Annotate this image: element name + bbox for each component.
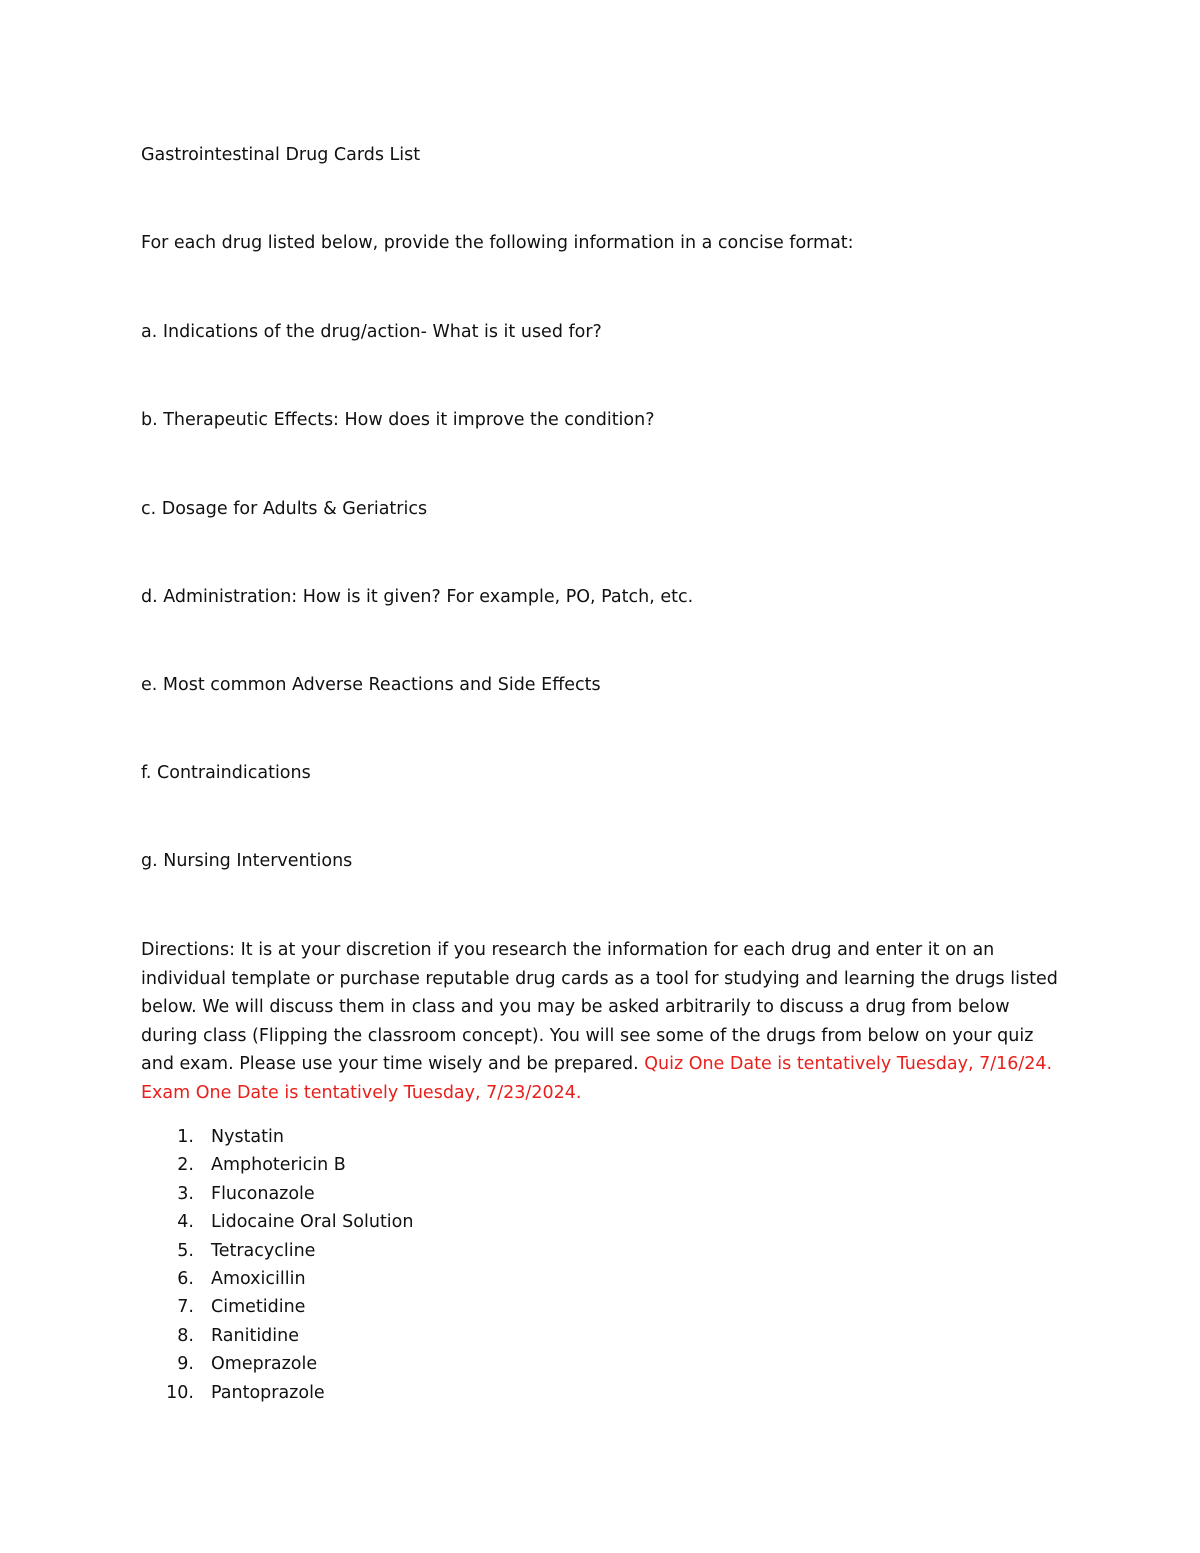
drug-name: Pantoprazole bbox=[211, 1382, 325, 1403]
directions-paragraph bbox=[141, 936, 1061, 1108]
info-item-b: b. Therapeutic Effects: How does it improve the condition? bbox=[141, 410, 655, 430]
list-item-number: 1. bbox=[177, 1127, 194, 1147]
drug-name: Ranitidine bbox=[211, 1325, 300, 1346]
list-item bbox=[141, 1180, 413, 1208]
drug-name: Amphotericin B bbox=[211, 1155, 346, 1176]
list-item bbox=[141, 1237, 413, 1265]
list-item-number: 9. bbox=[177, 1354, 194, 1375]
drug-name: Lidocaine Oral Solution bbox=[211, 1212, 414, 1233]
intro-text: For each drug listed below, provide the following information in a concise format: bbox=[141, 233, 854, 253]
drug-name: Tetracycline bbox=[211, 1240, 316, 1261]
drug-list bbox=[141, 1123, 413, 1407]
list-item-number: 4. bbox=[177, 1212, 194, 1233]
info-item-g: g. Nursing Interventions bbox=[141, 851, 353, 871]
info-item-c: c. Dosage for Adults & Geriatrics bbox=[141, 499, 428, 519]
drug-name: Omeprazole bbox=[211, 1354, 318, 1375]
list-item-number: 6. bbox=[177, 1268, 194, 1289]
info-item-e: e. Most common Adverse Reactions and Side Effects bbox=[141, 675, 601, 695]
list-item-number: 7. bbox=[177, 1297, 194, 1318]
directions-text: Directions: It is at your discretion if you research the information for each drug and enter it on an individual template or purchase reputable drug cards as a tool for studying and learning the drugs listed below. We will discuss them in class and you may be asked arbitrarily to discuss a drug from below during class (Flipping the classroom concept). You will see some of the drugs from below on your quiz and exam. Please use your time wisely and be prepared. bbox=[141, 940, 1058, 1075]
document-title: Gastrointestinal Drug Cards List bbox=[141, 145, 421, 165]
info-item-a: a. Indications of the drug/action- What is it used for? bbox=[141, 322, 602, 342]
list-item bbox=[141, 1322, 413, 1350]
drug-name: Amoxicillin bbox=[211, 1268, 306, 1289]
list-item-number: 10. bbox=[166, 1382, 194, 1403]
list-item bbox=[141, 1293, 413, 1321]
drug-name: Nystatin bbox=[211, 1127, 284, 1147]
drug-name: Fluconazole bbox=[211, 1183, 315, 1204]
list-item bbox=[141, 1123, 413, 1151]
list-item bbox=[141, 1350, 413, 1378]
list-item-number: 5. bbox=[177, 1240, 194, 1261]
list-item bbox=[141, 1151, 413, 1179]
exam-dates-highlight: Quiz One Date is tentatively Tuesday, 7/16/24. Exam One Date is tentatively Tuesday, 7/23/2024. bbox=[141, 1054, 1053, 1103]
list-item bbox=[141, 1379, 413, 1407]
list-item bbox=[141, 1265, 413, 1293]
list-item bbox=[141, 1208, 413, 1236]
list-item-number: 8. bbox=[177, 1325, 194, 1346]
list-item-number: 3. bbox=[177, 1183, 194, 1204]
list-item-number: 2. bbox=[177, 1155, 194, 1176]
info-item-d: d. Administration: How is it given? For example, PO, Patch, etc. bbox=[141, 587, 694, 607]
info-item-f: f. Contraindications bbox=[141, 763, 311, 783]
drug-name: Cimetidine bbox=[211, 1297, 306, 1318]
